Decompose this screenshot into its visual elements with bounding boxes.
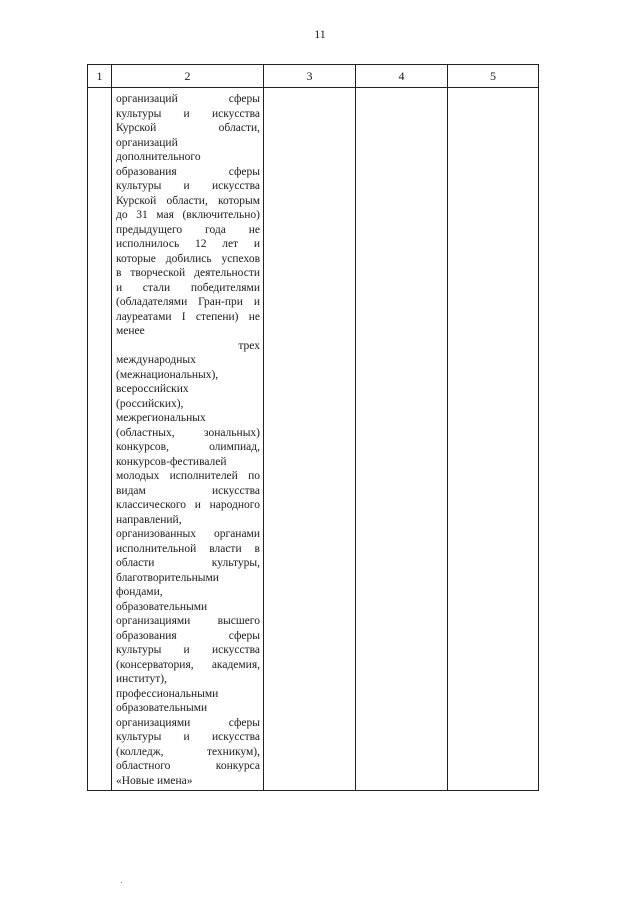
cell-text-line: Курской области, которым [116, 194, 260, 207]
cell-text-line: профессиональными [116, 687, 219, 700]
cell-text-line: организациями высшего [116, 615, 260, 627]
cell-text-line: институт), [116, 673, 167, 685]
cell-text-line: (консерватория, академия, [116, 658, 260, 671]
cell-text-line: культуры и искусства [116, 107, 260, 120]
cell-text-line: межрегиональных [116, 412, 206, 424]
cell-text-line: культуры и искусства [116, 180, 260, 192]
cell-text-line: области культуры, [116, 557, 260, 569]
cell-text-line: Курской области, [116, 122, 260, 134]
cell-text-line: трех [238, 339, 260, 352]
cell-text-line: (обладателями Гран-при и [116, 296, 260, 308]
cell-text-line: организациями сферы [116, 716, 260, 729]
cell-text-line: конкурсов, олимпиад, [116, 441, 260, 453]
cell-text-line: дополнительного [116, 151, 201, 163]
cell-text-line: классического и народного [116, 499, 260, 511]
cell-text-line: образовательными [116, 702, 208, 714]
cell-text-line: видам искусства [116, 484, 260, 497]
cell-text-line: и стали победителями [116, 281, 260, 294]
cell-text-line: в творческой деятельности [116, 267, 260, 279]
column-header-4: 4 [356, 65, 448, 88]
cell-text-line: «Новые имена» [116, 774, 193, 787]
cell-text-line: фондами, [116, 586, 163, 598]
cell-text-line: исполнилось 12 лет и [116, 238, 260, 250]
cell-col-1 [88, 88, 112, 791]
cell-col-3 [264, 88, 356, 791]
cell-text-line: до 31 мая (включительно) [116, 209, 260, 221]
cell-col-2-text [112, 88, 263, 790]
cell-text-line: (межнациональных), [116, 368, 219, 381]
cell-text-line: молодых исполнителей по [116, 470, 260, 482]
cell-text-line: направлений, [116, 513, 182, 526]
cell-text-line: всероссийских [116, 383, 189, 395]
cell-text-line: (российских), [116, 397, 184, 410]
cell-col-4 [356, 88, 448, 791]
column-header-3: 3 [264, 65, 356, 88]
cell-text-line: областного конкурса [116, 760, 260, 772]
cell-text-line: менее [116, 325, 145, 337]
table-row [88, 88, 539, 791]
cell-text-line: организаций [116, 136, 178, 149]
scan-speck [121, 882, 122, 883]
cell-text-line: (областных, зональных) [116, 426, 260, 439]
page-number: 11 [314, 27, 326, 41]
document-table [87, 64, 539, 791]
cell-text-line: исполнительной власти в [116, 542, 260, 555]
cell-text-line: образовательными [116, 600, 208, 613]
column-header-5: 5 [448, 65, 539, 88]
table-header-row [88, 65, 539, 88]
cell-text-line: международных [116, 354, 196, 366]
cell-text-line: благотворительными [116, 571, 219, 584]
cell-text-line: организованных органами [116, 528, 260, 540]
cell-text-line: которые добились успехов [116, 252, 260, 265]
cell-text-line: (колледж, техникум), [116, 745, 260, 758]
cell-text-line: образования сферы [116, 165, 260, 178]
cell-col-5 [448, 88, 539, 791]
cell-text-line: предыдущего года не [116, 223, 260, 236]
cell-text-line: конкурсов-фестивалей [116, 455, 227, 468]
cell-text-line: образования сферы [116, 629, 260, 642]
cell-text-line: лауреатами I степени) не [116, 310, 260, 323]
cell-col-2 [112, 88, 264, 791]
cell-text-line: культуры и искусства [116, 731, 260, 743]
cell-text-line: культуры и искусства [116, 644, 260, 656]
column-header-1: 1 [88, 65, 112, 88]
column-header-2: 2 [112, 65, 264, 88]
cell-text-line: организаций сферы [116, 93, 260, 105]
